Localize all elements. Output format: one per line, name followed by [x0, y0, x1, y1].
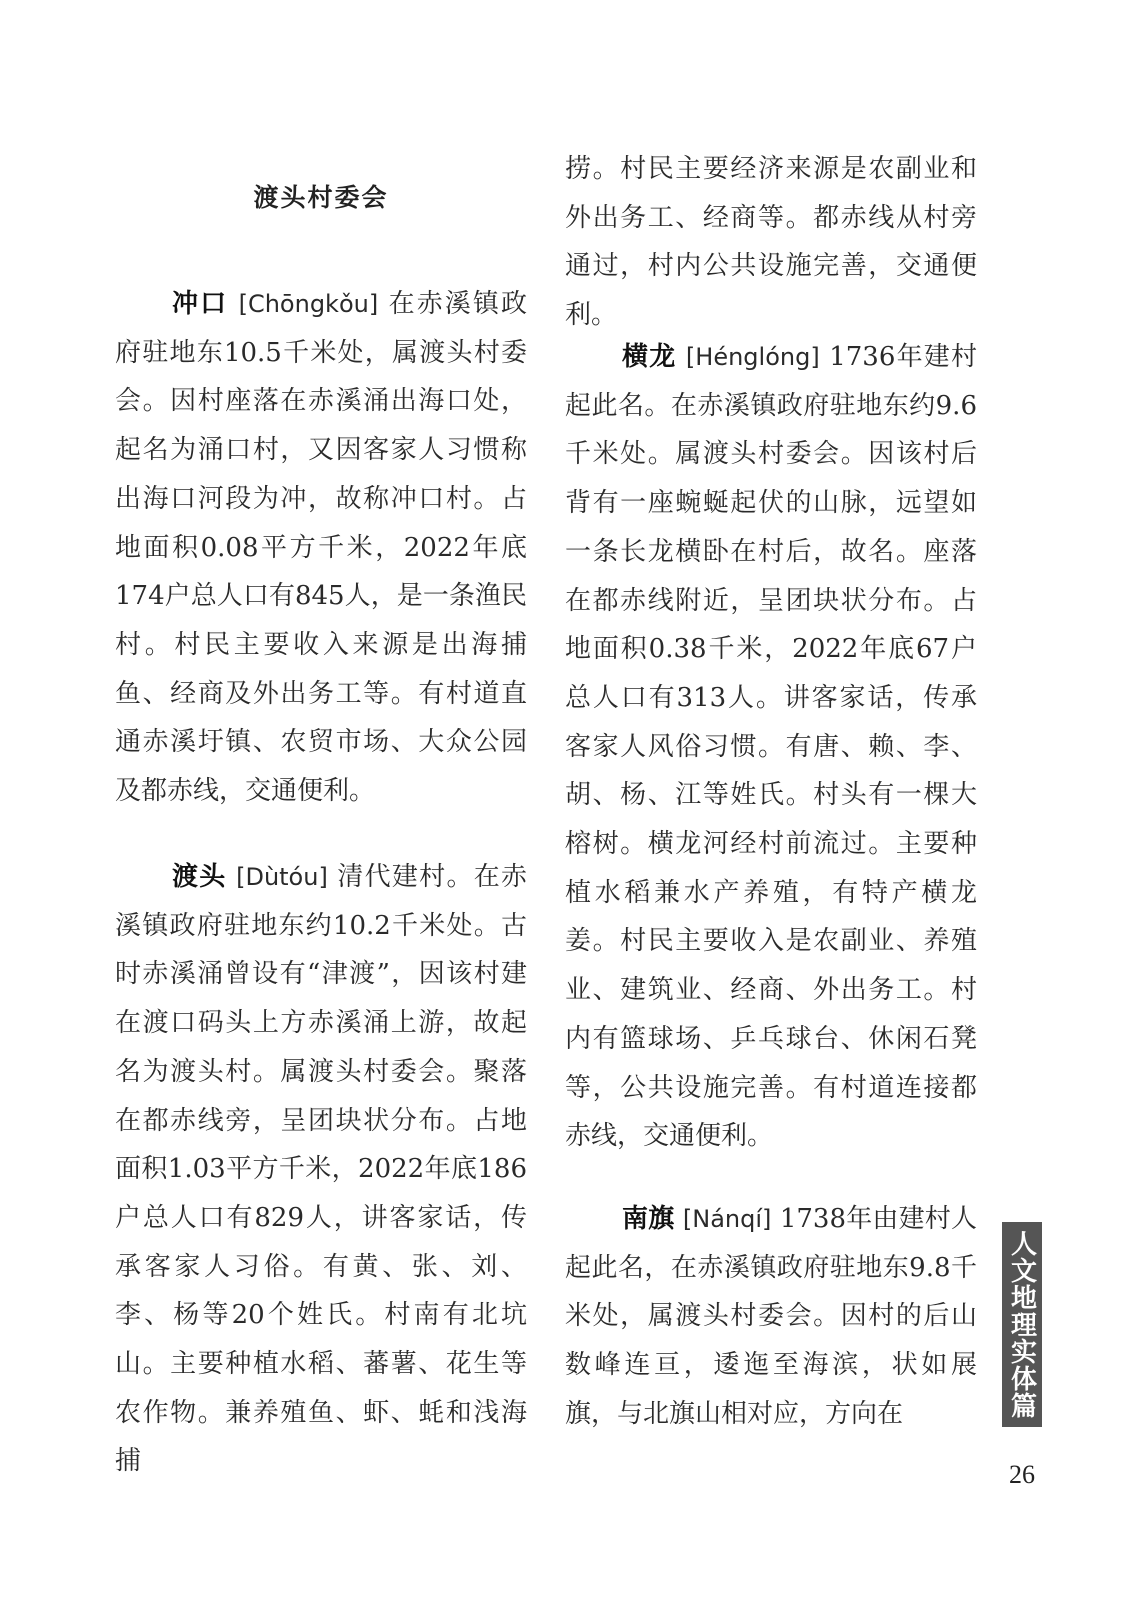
entry-pinyin: [Hénglóng]: [685, 343, 820, 371]
entry-chongkou: [115, 280, 527, 816]
entry-text: 1738年由建村人起此名，在赤溪镇政府驻地东9.8千米处，属渡头村委会。因村的后山数峰连亘，逶迤至海滨，状如展旗，与北旗山相对应，方向在: [565, 1204, 978, 1429]
entry-name: 冲口: [172, 289, 229, 319]
entry-dutou: [115, 853, 527, 1486]
section-heading: 渡头村委会: [253, 183, 389, 212]
entry-henglong: [565, 333, 977, 1161]
entry-text: 清代建村。在赤溪镇政府驻地东约10.2千米处。古时赤溪涌曾设有“津渡”，因该村建在渡口码头上方赤溪涌上游，故起名为渡头村。属渡头村委会。聚落在都赤线旁，呈团块状分布。占地面积1.03平方千米，2022年底186户总人口有829人，讲客家话，传承客家人习俗。有黄、张、刘、李、杨等20个姓氏。村南有北坑山。主要种植水稻、蕃薯、花生等农作物。兼养殖鱼、虾、蚝和浅海捕: [115, 862, 527, 1477]
entry-pinyin: [Chōngkǒu]: [238, 290, 379, 318]
entry-dutou-continued: [565, 145, 977, 340]
entry-name: 横龙: [622, 342, 677, 372]
chapter-label: 人文地理实体篇: [1006, 1230, 1037, 1419]
entry-nanqi: [565, 1195, 977, 1439]
entry-pinyin: [Dùtóu]: [236, 863, 328, 891]
page-number: 26: [1009, 1460, 1035, 1489]
entry-text: 捞。村民主要经济来源是农副业和外出务工、经商等。都赤线从村旁通过，村内公共设施完善，交通便利。: [565, 154, 977, 331]
entry-pinyin: [Nánqí]: [682, 1205, 772, 1233]
chapter-side-tab: [1002, 1222, 1042, 1427]
entry-text: 1736年建村起此名。在赤溪镇政府驻地东约9.6千米处。属渡头村委会。因该村后背有一座蜿蜒起伏的山脉，远望如一条长龙横卧在村后，故名。座落在都赤线附近，呈团块状分布。占地面积0.38千米，2022年底67户总人口有313人。讲客家话，传承客家人风俗习惯。有唐、赖、李、胡、杨、江等姓氏。村头有一棵大榕树。横龙河经村前流过。主要种植水稻兼水产养殖，有特产横龙姜。村民主要收入是农副业、养殖业、建筑业、经商、外出务工。村内有篮球场、乒乓球台、休闲石凳等，公共设施完善。有村道连接都赤线，交通便利。: [565, 342, 977, 1152]
entry-text: 在赤溪镇政府驻地东10.5千米处，属渡头村委会。因村座落在赤溪涌出海口处，起名为涌口村，又因客家人习惯称出海口河段为冲，故称冲口村。占地面积0.08平方千米，2022年底174户总人口有845人，是一条渔民村。村民主要收入来源是出海捕鱼、经商及外出务工等。有村道直通赤溪圩镇、农贸市场、大众公园及都赤线，交通便利。: [115, 289, 528, 807]
entry-name: 南旗: [622, 1204, 675, 1234]
entry-name: 渡头: [172, 862, 227, 892]
